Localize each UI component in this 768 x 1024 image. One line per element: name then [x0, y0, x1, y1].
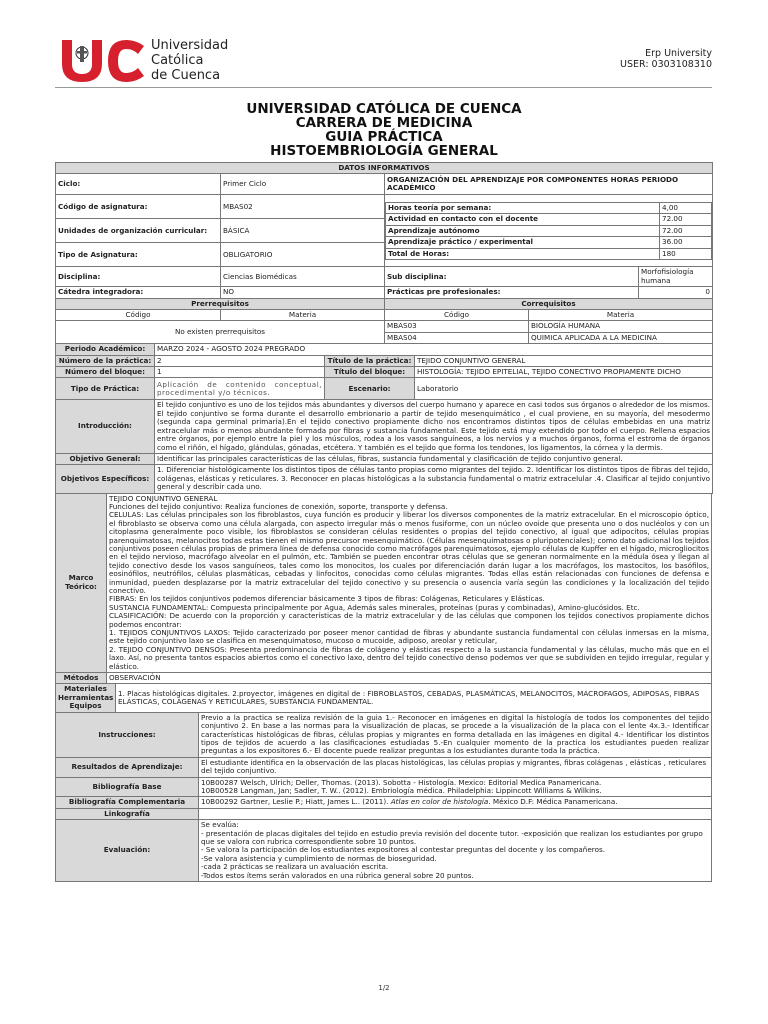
- catedra-value: NO: [221, 287, 385, 298]
- datos-informativos-table: [55, 162, 713, 344]
- hours-total-label: Total de Horas:: [386, 248, 660, 259]
- tipo-asignatura-label: Tipo de Asignatura:: [56, 243, 221, 267]
- user-info: [620, 48, 712, 70]
- objetivos-especificos-text: 1. Diferenciar histológicamente los distintos tipos de células tanto propias como migrantes del tejido. 2. Identificar los distintos tipos de fibras del tejido, colágenas, elásticas y reticulares. 3. Reconocer en placas histológicas a la substancia fundamental o matriz extracelular .4. Clasificar al tejido conjuntivo general y describir cada uno.: [155, 465, 713, 493]
- user-id: USER: 0303108310: [620, 59, 712, 70]
- periodo-value: MARZO 2024 - AGOSTO 2024 PREGRADO: [155, 344, 713, 355]
- tipo-asignatura-value: OBLIGATORIO: [221, 243, 385, 267]
- objetivo-general-label: Objetivo General:: [56, 453, 155, 464]
- bibliografia-complementaria-text: 10B00292 Gartner, Leslie P.; Hiatt, James L.. (2011). Atlas en color de histología. México D.F: Médica Panamericana.: [199, 797, 712, 808]
- org-heading: ORGANIZACIÓN DEL APRENDIZAJE POR COMPONENTES HORAS PERIODO ACADÉMICO: [385, 174, 713, 195]
- page-number: 1/2: [378, 984, 390, 992]
- university-logo: [58, 36, 238, 84]
- practicas-value: 0: [639, 287, 713, 298]
- correquisitos-heading: Correquisitos: [385, 298, 713, 309]
- evaluacion-label: Evaluación:: [56, 820, 199, 882]
- titulo-practica-label: Título de la práctica:: [325, 355, 415, 366]
- objetivo-general-text: Identificar las principales características de las células, fibras, sustancia fundamental y clasificación de tejido conjuntivo general.: [155, 453, 713, 464]
- numero-bloque-label: Número del bloque:: [56, 367, 155, 378]
- numero-practica-value: 2: [155, 355, 325, 366]
- hours-theory-value: 4,00: [660, 202, 712, 213]
- coreq-subject-header: Materia: [529, 310, 713, 321]
- bibliografia-base-text: 10B00287 Welsch, Ulrich; Deller, Thomas. (2013). Sobotta - Histología. Mexico: Editorial Medica Panamericana. 10B00528 Langman, Jan; Sadler, T. W.. (2012). Embriología médica. Philadelphia: Lippincott Williams & Wilkins.: [199, 777, 712, 797]
- introduccion-text: El tejido conjuntivo es uno de los tejidos más abundantes y diversos del cuerpo humano y aparece en casi todos sus órganos o alrededor de los mismos. El tejido conjuntivo se forma durante el desarrollo embrionario a partir de tejido mesenquimático , el cual proviene, en su mayoría, del mesodermo (segunda capa germinal primaria).En el tejido conectivo propiamente dicho nos encontramos distintos tipos de células embebidas en una matriz extracelular más o menos abundante formada por fibras y sustancia fundamental. Este tejido está muy extendido por todo el cuerpo. Rellena espacios entre órganos, por ejemplo entre la piel y los músculos, rodea a los vasos sanguíneos, a los nervios y a muchos órganos, forma el estroma de órganos como el riñón, el hígado, glándulas, gónadas, etcétera. Y también es el tejido que forma los tendones, los ligamentos, la córnea y la dermis.: [155, 400, 713, 453]
- ciclo-label: Ciclo:: [56, 174, 221, 195]
- hours-practical-value: 36.00: [660, 237, 712, 248]
- practica-table: [55, 343, 713, 493]
- instrucciones-label: Instrucciones:: [56, 712, 199, 757]
- instrucciones-text: Previo a la practica se realiza revisión de la guia 1.- Reconocer en imágenes en digital la histología de todos los componentes del tejido conjuntivo 2. En base a las normas para la visualización de placas, se procede a la visualización de la placa con el lente 4x.3.- Identificar características histológicas de fibras, células propias y migrantes en forma detallada en las imágenes en digital 4.- Identificar los distintos tipos de tejidos de acuerdo a las clasificaciones estudiadas 5.-En cualquier momento de la practica los estudiantes pueden realizar preguntas a los expositores 6.- El docente puede realizar preguntas a los estudiantes durante toda la práctica.: [199, 712, 712, 757]
- coreq-code: MBAS03: [385, 321, 529, 332]
- system-name: Erp University: [645, 48, 712, 59]
- objetivos-especificos-label: Objetivos Específicos:: [56, 465, 155, 493]
- coreq-code: MBAS04: [385, 332, 529, 343]
- header-divider: [55, 87, 712, 88]
- linkografia-value: [199, 808, 712, 819]
- coreq-subject: QUIMICA APLICADA A LA MEDICINA: [529, 332, 713, 343]
- numero-bloque-value: 1: [155, 367, 325, 378]
- hours-total-value: 180: [660, 248, 712, 259]
- unidades-label: Unidades de organización curricular:: [56, 219, 221, 243]
- catedra-label: Cátedra integradora:: [56, 287, 221, 298]
- titulo-practica-value: TEJIDO CONJUNTIVO GENERAL: [415, 355, 713, 366]
- hours-table: [385, 202, 712, 260]
- tipo-practica-value: Aplicación de contenido conceptual, procedimental y/o técnicos.: [155, 378, 325, 400]
- marco-teorico-text: TEJIDO CONJUNTIVO GENERAL Funciones del tejido conjuntivo: Realiza funciones de conexión, soporte, transporte y defensa. CELULAS: Las células principales son los fibroblastos, cuya función es producir y liberar los diversos componentes de la matriz extracelular. En el microscopio óptico, el fibroblasto se observa como una célula alargada, con aspecto irregular más o menos fusiforme, con un núcleo ovoide que presenta uno o dos nucléolos y con un citoplasma generalmente poco visible, los fibroblastos se consideran células residentes o propias del tejido conectivo, al igual que adipocitos, células propias parenquimatosas, melanocitos todas estas tienen el mismo precursor mesenquimático. (Células mesenquimatosas o pluripotenciales); como dato adicional los tejidos conjuntivos poseen células propias de primera línea de defensa conocido como macrófagos parenquimatosos, ejemplo células de Kupffer en el hígado, microgliocitos en el tejido nervioso, macrófago alveolar en el pulmón, etc. También se pueden encontrar otras células que se generan normalmente en la médula ósea y llegan al tejido conectivo desde los vasos sanguíneos, tales como los monocitos, los cuales por diferenciación darán lugar a los macrófagos, los mastocitos, los basófilos, eosinófilos, neutrófilos, células plasmáticas, cebadas y linfocitos, conocidas como células migrantes. Todas ellas están relacionadas con funciones de defensa e inmunidad, pueden desplazarse por la matriz extracelular del tejido conectivo y su presencia o ausencia varía según las condiciones y la localización del tejido conectivo. FIBRAS: En los tejidos conjuntivos podemos diferenciar básicamente 3 tipos de fibras: Colágenas, Reticulares y Elásticas. SUSTANCIA FUNDAMENTAL: Compuesta principalmente por Agua, Además sales minerales, proteínas (puras y combinadas), Amino-glucósidos. Etc. CLASIFICACIÓN: De acuerdo con la proporción y características de la matriz extracelular y de las células que componen los tejidos conectivos propiamente dichos podemos encontrar: 1. TEJIDOS CONJUNTIVOS LAXOS: Tejido caracterizado por poseer menor cantidad de fibras y abundante sustancia fundamental con células inmersas en la misma, este tejido conjuntivo laxo se clasifica en mesenquimatoso, mucoso o mucoide, adiposo, areolar y reticular, 2. TEJIDO CONJUNTIVO DENSOS: Presenta predominancia de fibras de colágeno y elásticas respecto a la sustancia fundamental y las células, mucho más que en el laxo. Así, no presenta tantos espacios abiertos como el conectivo laxo, dentro del tejido conectivo denso podemos ver que se subdividen en tejido irregular, regular y elástico.: [107, 493, 712, 673]
- university-name: Universidad Católica de Cuenca: [151, 38, 229, 83]
- materiales-table: [55, 683, 712, 712]
- hours-contact-label: Actividad en contacto con el docente: [386, 214, 660, 225]
- tipo-practica-label: Tipo de Práctica:: [56, 378, 155, 400]
- titulo-bloque-label: Título del bloque:: [325, 367, 415, 378]
- subdisciplina-value: Morfofisiología humana: [639, 267, 713, 287]
- hours-autonomous-label: Aprendizaje autónomo: [386, 225, 660, 236]
- materiales-text: 1. Placas histológicas digitales. 2.proyector, imágenes en digital de : FIBROBLASTOS, CEBADAS, PLASMÁTICAS, MELANOCITOS, MACROFAGOS, ADIPOSAS, FIBRAS ELÁSTICAS, COLÁGENAS Y RETICULARES, SUBSTANCIA FUNDAMENTAL.: [116, 684, 712, 712]
- ciclo-value: Primer Ciclo: [221, 174, 385, 195]
- evaluacion-text: Se evalúa: - presentación de placas digitales del tejido en estudio previa revisión del docente tutor. -exposición que realizan los estudiantes por grupo que se valora con rubrica correspondiente sobre 10 puntos. - Se valora la participación de los estudiantes expositores al contestar preguntas del docente y los compañeros. -Se valora asistencia y cumplimiento de normas de bioseguridad. -cada 2 prácticas se realizara un avaluación escrita. -Todos estos ítems serán valorados en una rúbrica general sobre 20 puntos.: [199, 820, 712, 882]
- introduccion-label: Introducción:: [56, 400, 155, 453]
- prereq-subject-header: Materia: [221, 310, 385, 321]
- hours-theory-label: Horas teoría por semana:: [386, 202, 660, 213]
- bibliografia-base-label: Bibliografía Base: [56, 777, 199, 797]
- subdisciplina-label: Sub disciplina:: [385, 267, 639, 287]
- escenario-value: Laboratorio: [415, 378, 713, 400]
- no-prerequisites: No existen prerrequisitos: [56, 321, 385, 344]
- resultados-text: El estudiante identifica en la observación de las placas histológicas, las células propias y migrantes, fibras colágenas , elásticas , reticulares del tejido conjuntivo.: [199, 757, 712, 777]
- page-header: [0, 0, 768, 100]
- linkografia-label: Linkografía: [56, 808, 199, 819]
- hours-autonomous-value: 72.00: [660, 225, 712, 236]
- metodos-value: OBSERVACIÓN: [107, 673, 712, 684]
- practicas-label: Prácticas pre profesionales:: [385, 287, 639, 298]
- escenario-label: Escenario:: [325, 378, 415, 400]
- coreq-code-header: Código: [385, 310, 529, 321]
- practice-guide: [55, 162, 712, 882]
- marco-table: [55, 493, 712, 685]
- resultados-label: Resultados de Aprendizaje:: [56, 757, 199, 777]
- section-heading: DATOS INFORMATIVOS: [56, 163, 713, 174]
- codigo-value: MBAS02: [221, 195, 385, 219]
- periodo-label: Periodo Académico:: [56, 344, 155, 355]
- bibliografia-complementaria-label: Bibliografía Complementaria: [56, 797, 199, 808]
- metodos-label: Métodos: [56, 673, 107, 684]
- disciplina-label: Disciplina:: [56, 267, 221, 287]
- titulo-bloque-value: HISTOLOGÍA: TEJIDO EPITELIAL, TEJIDO CONECTIVO PROPIAMENTE DICHO: [415, 367, 713, 378]
- details-table: [55, 712, 712, 882]
- unidades-value: BÁSICA: [221, 219, 385, 243]
- hours-practical-label: Aprendizaje práctico / experimental: [386, 237, 660, 248]
- prerrequisitos-heading: Prerrequisitos: [56, 298, 385, 309]
- numero-practica-label: Número de la práctica:: [56, 355, 155, 366]
- coreq-subject: BIOLOGÍA HUMANA: [529, 321, 713, 332]
- hours-contact-value: 72.00: [660, 214, 712, 225]
- codigo-label: Código de asignatura:: [56, 195, 221, 219]
- marco-teorico-label: Marco Teórico:: [56, 493, 107, 673]
- prereq-code-header: Código: [56, 310, 221, 321]
- document-title: UNIVERSIDAD CATÓLICA DE CUENCA CARRERA DE MEDICINA GUIA PRÁCTICA HISTOEMBRIOLOGÍA GENERAL: [246, 101, 522, 159]
- ucacue-logo-icon: [58, 36, 148, 84]
- materiales-label: Materiales Herramientas Equipos: [56, 684, 116, 712]
- disciplina-value: Ciencias Biomédicas: [221, 267, 385, 287]
